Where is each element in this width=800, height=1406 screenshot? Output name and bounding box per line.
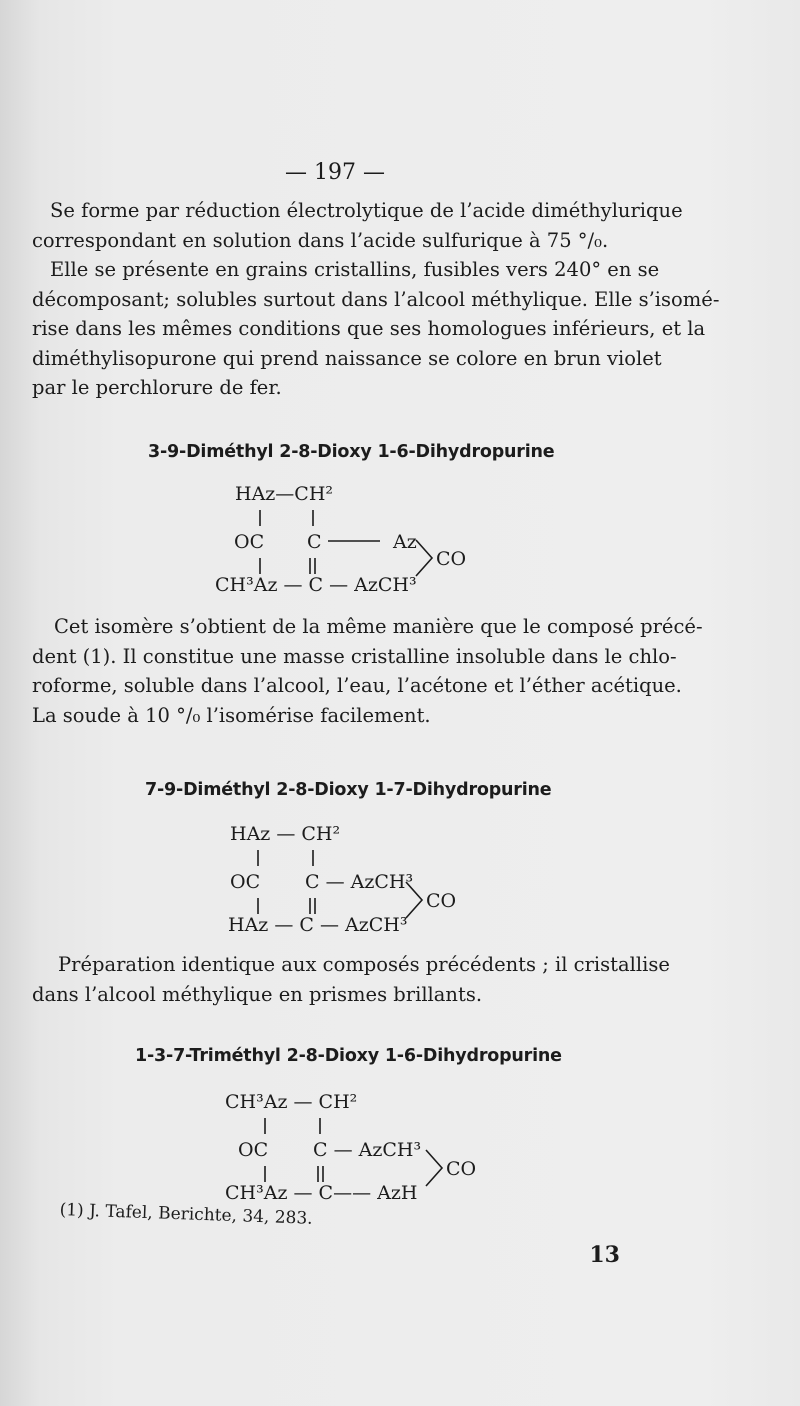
formula-mid-left: OC <box>230 871 261 893</box>
formula-mid-left: OC <box>234 531 265 553</box>
formula-mid-center: C — AzCH³ <box>313 1139 422 1161</box>
formula-top: HAz—CH² <box>235 483 334 505</box>
section-heading-3: 1-3-7-Triméthyl 2-8-Dioxy 1-6-Dihydropurine <box>135 1046 562 1066</box>
footnote: (1) J. Tafel, Berichte, 34, 283. <box>59 1200 313 1229</box>
paragraph-1 <box>32 196 720 403</box>
formula-co: CO <box>436 548 467 570</box>
formula-co: CO <box>426 890 457 912</box>
section-heading-2: 7-9-Diméthyl 2-8-Dioxy 1-7-Dihydropurine <box>145 780 552 800</box>
text-line: rise dans les mêmes conditions que ses homologues inférieurs, et la <box>32 317 706 340</box>
text-line: par le perchlorure de fer. <box>32 376 282 399</box>
formula-top: HAz — CH² <box>230 823 341 845</box>
formula-co: CO <box>446 1158 477 1180</box>
structural-formula-2 <box>210 818 630 938</box>
formula-mid-left: OC <box>238 1139 269 1161</box>
text-line: Elle se présente en grains cristallins, fusibles vers 240° en se <box>50 258 660 281</box>
structural-formula-3 <box>220 1086 640 1206</box>
formula-mid-right: Az <box>393 531 417 553</box>
formula-mid-center: C — AzCH³ <box>305 871 414 893</box>
formula-bottom: CH³Az — C — AzCH³ <box>215 574 417 596</box>
text-line: décomposant; solubles surtout dans l’alcool méthylique. Elle s’isomé- <box>32 287 720 311</box>
signature-mark: 13 <box>589 1242 620 1268</box>
text-line: La soude à 10 °/₀ l’isomérise facilement. <box>32 703 431 727</box>
section-heading-1: 3-9-Diméthyl 2-8-Dioxy 1-6-Dihydropurine <box>148 442 555 462</box>
formula-bottom: HAz — C — AzCH³ <box>228 914 408 936</box>
text-line: Préparation identique aux composés précédents ; il cristallise <box>58 953 670 976</box>
structural-formula-1 <box>210 478 630 598</box>
paragraph-3 <box>32 950 672 1009</box>
formula-mid-center: C <box>307 531 322 553</box>
text-line: correspondant en solution dans l’acide sulfurique à 75 °/₀. <box>32 228 609 252</box>
formula-top: CH³Az — CH² <box>225 1091 358 1113</box>
text-line: dent (1). Il constitue une masse cristalline insoluble dans le chlo- <box>32 644 677 668</box>
page-number: — 197 — <box>285 160 385 185</box>
text-line: dans l’alcool méthylique en prismes brillants. <box>32 982 483 1006</box>
formula-bottom: CH³Az — C—— AzH <box>225 1182 418 1204</box>
text-line: diméthylisopurone qui prend naissance se colore en brun violet <box>32 346 662 370</box>
paragraph-2 <box>32 612 703 730</box>
text-line: Se forme par réduction électrolytique de l’acide diméthylurique <box>50 199 683 222</box>
text-line: roforme, soluble dans l’alcool, l’eau, l’acétone et l’éther acétique. <box>32 674 682 697</box>
text-line: Cet isomère s’obtient de la même manière que le composé précé- <box>54 615 703 638</box>
